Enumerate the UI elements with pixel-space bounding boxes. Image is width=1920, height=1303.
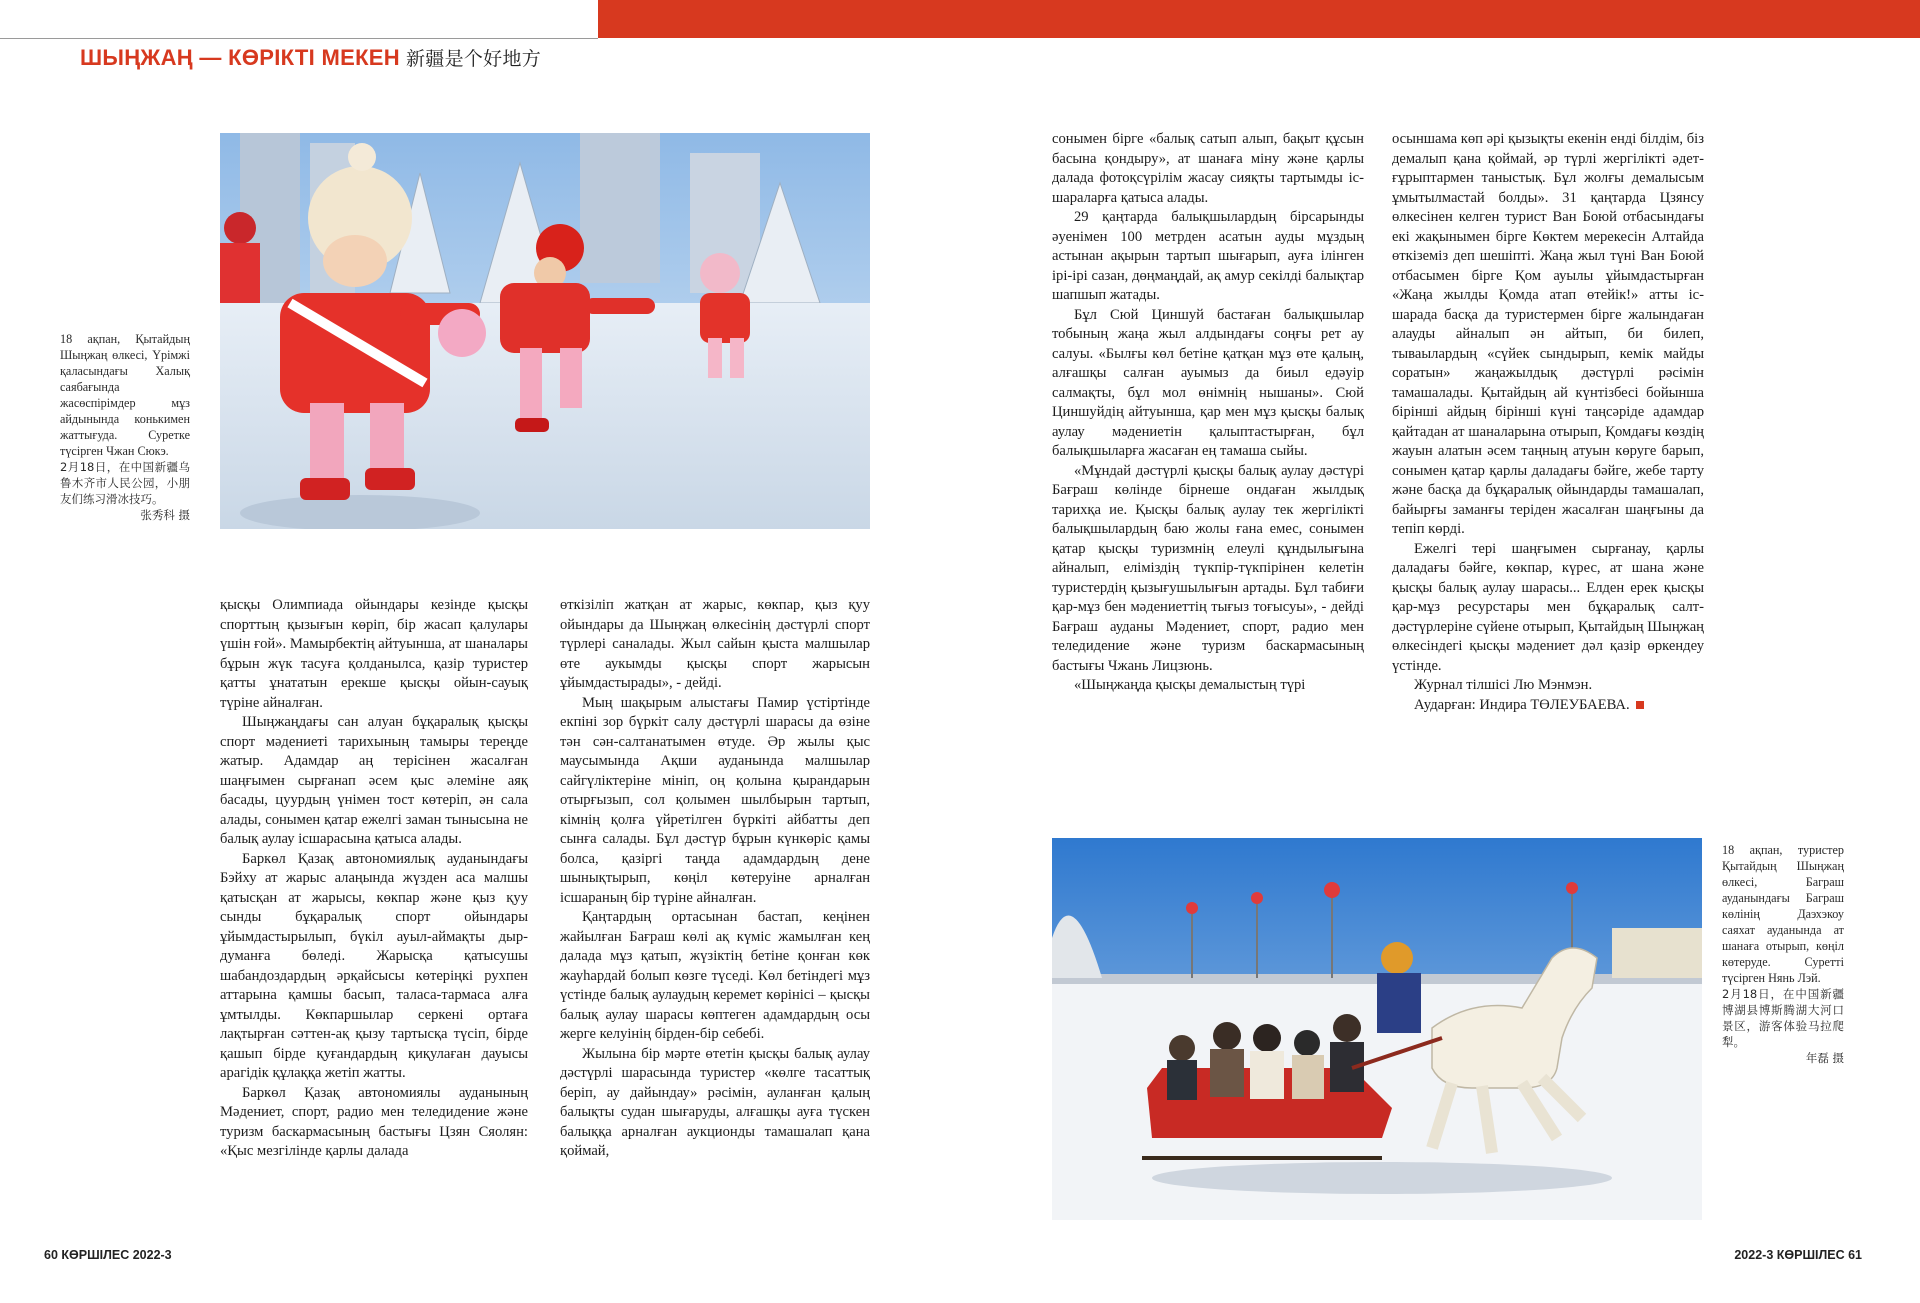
text-column-4	[1392, 130, 1704, 715]
photo-children-skating	[220, 133, 870, 529]
top-color-band	[598, 0, 1920, 38]
photo-horse-sleigh	[1052, 838, 1702, 1220]
caption-left-chinese: 2月18日，在中国新疆乌鲁木齐市人民公园，小朋友们练习滑冰技巧。	[60, 460, 190, 506]
col4-signature-line	[1392, 696, 1704, 716]
text-column-2	[560, 596, 870, 1162]
footer-left: 60 КӨРШІЛЕС 2022-3	[44, 1248, 172, 1262]
col1-paragraph: Баркөл Қазақ автономиялық ауданындағы Бэйху ат жарыс алаңында жүзден аса малшы қатысқан ат жарысы, көкпар және қыз қуу сынды бұқаралық спорт ойындары ұйымдастырылып, бүкіл ауыл-аймақты дыр-думанға бөледі. Жарысқа қатысушы шабандоздардың әрқайсысы көтеріңкі рухпен аттарына қамшы басып, таласа-тармаса алға ұмтылды. Көкпаршылар серкені ортаға лақтырған сәттен-ақ қызу тартысқа түсіп, бірде қашып бірде қуғандардың қиқулаған дауысы арагідік құлаққа жетіп жатты.	[220, 850, 528, 1081]
translator-credit: Аударған: Индира ТӨЛЕУБАЕВА.	[1414, 696, 1630, 713]
col3-paragraph: «Мұндай дәстүрлі қысқы балық аулау дәстүрі Бағраш көлінде бірнеше ондаған жылдық тарихқа ие. Қысқы балық аулау тек жергілікті балықшылардың баю жолы ғана емес, сонымен қатар қысқы туризмнің елеулі құндылығына айналып, еліміздің түкпір-түкпірінен келетін туристердің қызығушылығын артады. Бұл табиғи қар-мұз бен мәдениеттің тығыз тоғысуы», - дейді Бағраш ауданы Мәдениет, спорт, радио мен теледидение және туризм баскармасының бастығы Чжань Лицзюнь.	[1052, 462, 1364, 674]
text-column-1	[220, 596, 528, 1162]
caption-left-credit: 张秀科 摄	[140, 508, 190, 522]
col3-paragraph: 29 қаңтарда балықшылардың бірсарынды әуенімен 100 метрден асатын ауды мұздың астынан ақырын тартып шығарып, ауға ілінген ірі-ірі сазан, дөңмаңдай, ақ амур секілді балықтар шапшып жатады.	[1052, 209, 1364, 303]
caption-right-kazakh: 18 ақпан, туристер Қытайдың Шыңжаң өлкесі, Баграш ауданындағы Баграш көлінің Даэхэкоу саяхат ауданында ат шанаға отырып, көңіл көтеруде. Суретті түсірген Нянь Лэй.	[1722, 843, 1844, 985]
col1-paragraph: Баркөл Қазақ автономиялы ауданының Мәдениет, спорт, радио мен теледидение және туризм баскармасының бастығы Цзян Сяолян: «Қыс мезгілінде қарлы далада	[220, 1084, 528, 1159]
col4-paragraph: Ежелгі тері шаңғымен сырғанау, қарлы даладағы бәйге, көкпар, күрес, ат шана және қысқы балық аулау шарасы... Елден ерек қысқы қар-мұз ресурстары мен бұқаралық салт-дәстүрлеріне сүйене отырып, Қытайдың Шыңжаң өлкесіндегі қысқы мәдениет дәл қазір өркендеу үстінде.	[1392, 540, 1704, 674]
col4-paragraph: осыншама көп әрі қызықты екенін енді білдім, біз демалып қана қоймай, әр түрлі жергілікті әдет-ғұрыптармен таныстық. Бұл жолғы демалысым ұмытылмастай болды». 31 қаңтарда Цзянсу өлкесінен келген турист Ван Боюй отбасындағы екі жақынымен бірге Көктем мерекесін Алтайда өткіземіз деп шешіпті. Жаңа жыл түні Ван Боюй отбасымен бірге Қом ауылы ұйымдастырған «Жаңа жылды Қомда атап өтейік!» атты іс-шарада басқа да туристермен бірге жалындаған алауды айналып ән айтып, би билеп, тываылардың «сүйек сындырып, кемік майды соратын» жаңажылдық дәстүрлі рәсімін тамашалады. Қытайдың ай күнтізбесі бойынша бірінші айдың бірінші күні таңсәріде адамдар қайтадан ат шаналарына отырып, Қомдағы көздің жауын алатын әсем таңның атуын көруге барып, сонымен қатар қарлы даладағы бәйге, жебе тарту және басқа да бұқаралық ойындарды тамашалап, байырғы заманғы теріден жасалған шаңғыны да тепіп көрді.	[1392, 131, 1704, 537]
photo-caption-right	[1722, 842, 1844, 1066]
footer-right: 2022-3 КӨРШІЛЕС 61	[1734, 1248, 1862, 1262]
top-rule	[0, 38, 598, 39]
col3-paragraph: Бұл Сюй Циншуй бастаған балықшылар тобының жаңа жыл алдындағы соңғы рет ау салуы. «Былғы көл бетіне қатқан мұз өте қалың, алғашқы салған ауымыз да биыл едәуір салмақты, бұл мол өнімнің нышаны». Сюй Циншуйдің айтуынша, қар мен мұз қысқы балық аулау мәдениетін қалыптастырған, бұл балықшыларға жасаған ең тамаша сыйы.	[1052, 306, 1364, 459]
col2-paragraph: Жылына бір мәрте өтетін қысқы балық аулау дәстүрлі шарасында туристер «көлге тасаттық беріп, ау дайындау» рәсімін, ауланған қалың балықты судан шығаруды, алғашқы ауға түскен балыққа арналған аукционды тамашалап қана қоймай,	[560, 1045, 870, 1159]
photo-caption-left	[60, 331, 190, 523]
end-mark-icon	[1636, 701, 1644, 709]
section-header	[80, 44, 541, 71]
col2-paragraph: Мың шақырым алыстағы Памир үстіртінде екпіні зор бүркіт салу дәстүрлі шарасы да өзіне тән сән-салтанатымен өтуде. Әр жылы қыс маусымында Ақши ауданында малшылар сайгүліктеріне мініп, оң қолына қырандарын отырғызып, сол қолымен шылбырын тартып, кімнің қолға үйретілген бүркіті айбатты деп сынға салады. Бұл дәстүр бұрын күнкөріс қамы болса, қазіргі таңда адамдардың дене шынықтырып, көңіл көтеруіне арналған ісшараның бір түріне айналған.	[560, 694, 870, 906]
col1-paragraph: Шыңжаңдағы сан алуан бұқаралық қысқы спорт мәдениеті тарихының тамыры тереңде жатыр. Адамдар аң терісінен жасалған шаңғымен сырғанап әсем қыс әлеміне аяқ басады, цуурдың үнімен тост көтеріп, ән сала алады, сонымен қатар ежелгі заман тынысына не балық аулау ісшарасына қатыса алады.	[220, 714, 528, 847]
text-column-3	[1052, 130, 1364, 696]
col3-paragraph: сонымен бірге «балық сатып алып, бақыт құсын басына қондыру», ат шанаға міну және қарлы далада фотоқсүрілім жасау сияқты тартымды іс-шараларға қатыса алады.	[1052, 131, 1364, 206]
caption-right-chinese: 2月18日，在中国新疆博湖县博斯腾湖大河口景区，游客体验马拉爬犁。	[1722, 987, 1844, 1049]
section-title: ШЫҢЖАҢ — КӨРІКТІ МЕКЕН	[80, 45, 400, 70]
col3-paragraph: «Шыңжаңда қысқы демалыстың түрі	[1074, 677, 1306, 693]
caption-right-credit: 年磊 摄	[1805, 1051, 1844, 1065]
section-subtitle: 新疆是个好地方	[405, 48, 542, 70]
col2-paragraph: Қаңтардың ортасынан бастап, кеңінен жайылған Бағраш көлі ақ күміс жамылған кең далада мұз қатып, жүзіктің бетіне қонған көк жауһардай болып көзге түседі. Көл бетіндегі мұз үстінде балық аулаудың керемет көрінісі – қысқы балық аулау шарасы көптеген адамдардың осы жерге келуінің бірден-бір себебі.	[560, 909, 870, 1042]
col4-paragraph: Журнал тілшісі Лю Мэнмэн.	[1414, 677, 1593, 693]
col1-paragraph: қысқы Олимпиада ойындары кезінде қысқы спорттың қызығын көріп, бір жасап қалулары үшін ғой». Мамырбектің айтуынша, ат шаналары бұрын жүк тасуға қолданылса, қазір туристер қатты ұнататын ерекше қысқы ойын-сауық түріне айналған.	[220, 597, 528, 711]
col2-paragraph: өткізіліп жатқан ат жарыс, көкпар, қыз қуу ойындары да Шыңжаң өлкесінің дәстүрлі спорт түрлері саналады. Жыл сайын қыста малшылар өте аукымды қысқы спорт жарысын ұйымдастырады», - дейді.	[560, 597, 870, 691]
caption-left-kazakh: 18 ақпан, Қытайдың Шыңжаң өлкесі, Үрімжі қаласындағы Халық саябағында жасөспірімдер мұз айдынында конькимен жаттығуда. Суретке түсірген Чжан Сюкэ.	[60, 332, 190, 458]
